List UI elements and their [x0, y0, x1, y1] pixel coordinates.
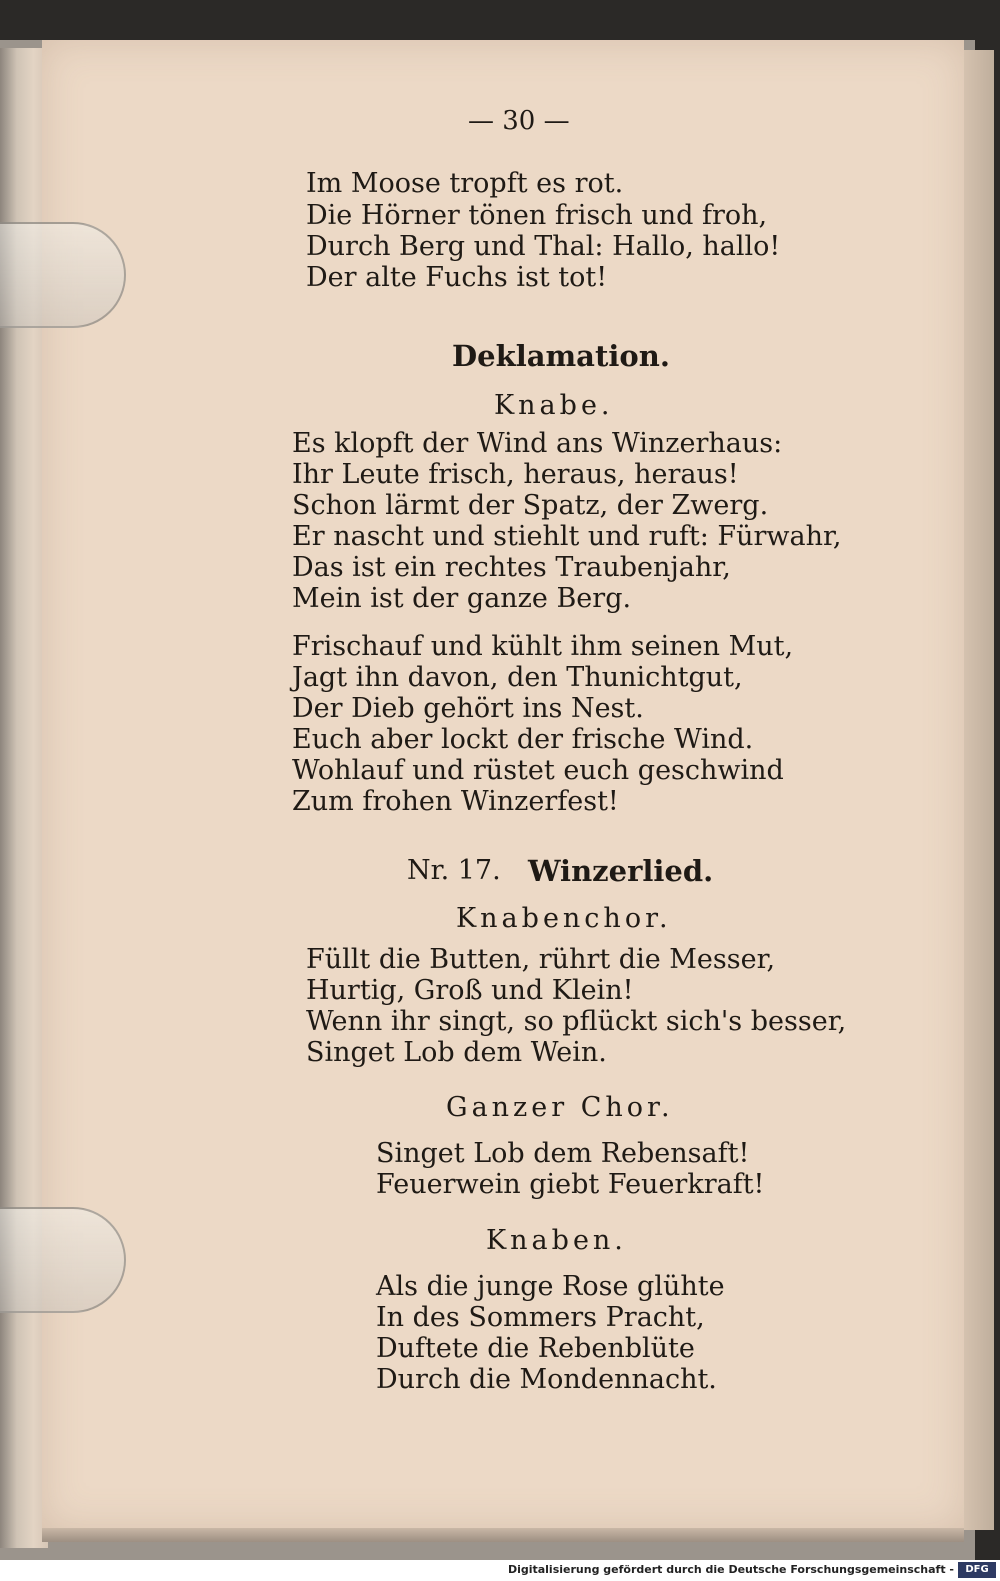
dfg-logo: DFG [958, 1562, 996, 1578]
page-clip-bottom [0, 1207, 126, 1313]
footer-bar [0, 1560, 1000, 1581]
verse-line: Singet Lob dem Wein. [306, 1037, 607, 1068]
verse-line: Als die junge Rose glühte [376, 1271, 725, 1302]
verse-line: Durch die Mondennacht. [376, 1364, 717, 1395]
verse-line: Der Dieb gehört ins Nest. [292, 693, 644, 724]
verse-line: Euch aber lockt der frische Wind. [292, 724, 754, 755]
speaker-label: Ganzer Chor. [446, 1092, 674, 1123]
verse-line: Frischauf und kühlt ihm seinen Mut, [292, 631, 794, 662]
verse-line: Er nascht und stiehlt und ruft: Fürwahr, [292, 521, 842, 552]
verse-line: Feuerwein giebt Feuerkraft! [376, 1169, 765, 1200]
verse-line: Wenn ihr singt, so pflückt sich's besser, [306, 1006, 847, 1037]
speaker-label: Knaben. [486, 1225, 627, 1256]
verse-line: Zum frohen Winzerfest! [292, 786, 619, 817]
page-bottom-edge [42, 1528, 964, 1542]
footer-credit: Digitalisierung gefördert durch die Deutsche Forschungsgemeinschaft - [507, 1563, 954, 1576]
page-number: — 30 — [468, 106, 570, 136]
verse-line: Jagt ihn davon, den Thunichtgut, [292, 662, 743, 693]
verse-line: Mein ist der ganze Berg. [292, 583, 632, 614]
verse-line: Ihr Leute frisch, heraus, heraus! [292, 459, 739, 490]
song-title: Winzerlied. [528, 854, 714, 888]
verse-line: Der alte Fuchs ist tot! [306, 262, 608, 293]
verse-line: Schon lärmt der Spatz, der Zwerg. [292, 490, 769, 521]
verse-line: Hurtig, Groß und Klein! [306, 975, 634, 1006]
verse-line: Es klopft der Wind ans Winzerhaus: [292, 428, 783, 459]
page-clip-top [0, 222, 126, 328]
verse-line: In des Sommers Pracht, [376, 1302, 705, 1333]
verse-line: Wohlauf und rüstet euch geschwind [292, 755, 784, 786]
verse-line: Die Hörner tönen frisch und froh, [306, 200, 768, 231]
song-number: Nr. 17. [407, 855, 501, 886]
verse-line: Durch Berg und Thal: Hallo, hallo! [306, 231, 781, 262]
verse-line: Duftete die Rebenblüte [376, 1333, 695, 1364]
verse-line: Das ist ein rechtes Traubenjahr, [292, 552, 731, 583]
verse-line: Singet Lob dem Rebensaft! [376, 1138, 750, 1169]
speaker-label: Knabenchor. [456, 903, 672, 934]
verse-line: Im Moose tropft es rot. [306, 168, 624, 199]
section-heading: Deklamation. [452, 339, 670, 373]
verse-line: Füllt die Butten, rührt die Messer, [306, 944, 776, 975]
speaker-label: Knabe. [494, 390, 614, 421]
